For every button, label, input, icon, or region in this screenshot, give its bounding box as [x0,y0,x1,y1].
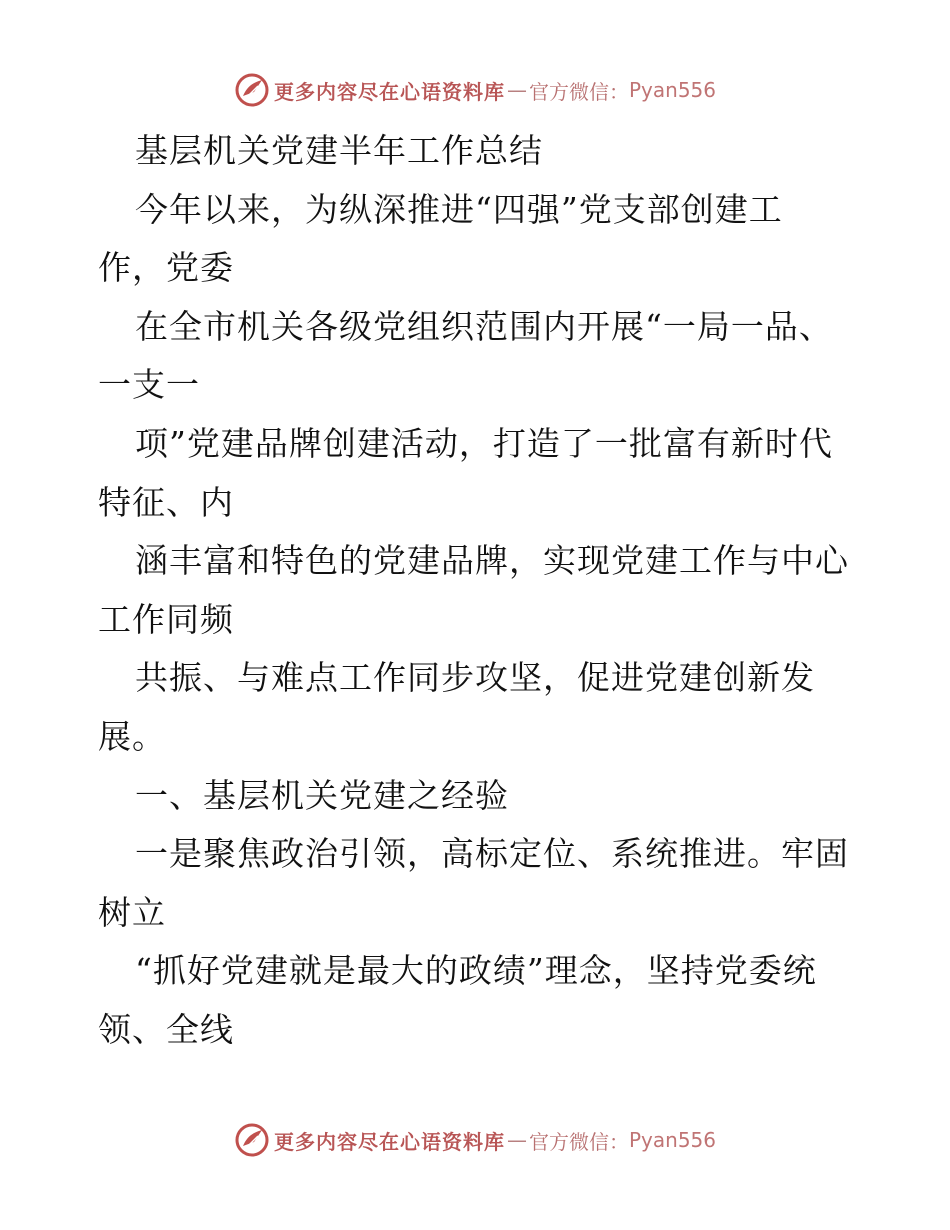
document-line: 展。 [98,716,166,756]
watermark-dash: — [506,1128,527,1152]
document-line: 共振、与难点工作同步攻坚，促进党建创新发 [135,658,815,698]
brand-logo-icon [234,72,270,108]
document-line: 一支一 [98,365,200,405]
watermark-brand: 更多内容尽在心语资料库 [273,79,505,104]
document-line: 一、基层机关党建之经验 [135,775,509,815]
document-line: 特征、内 [98,482,234,522]
document-line: 工作同频 [98,599,234,639]
header-watermark [0,70,950,110]
document-body [98,122,868,1060]
document-line: 基层机关党建半年工作总结 [135,131,543,170]
watermark-wechat-id: Pyan556 [628,1128,716,1152]
document-line: 一是聚焦政治引领，高标定位、系统推进。牢固 [135,834,849,874]
document-line: 项”党建品牌创建活动，打造了一批富有新时代 [135,423,833,463]
document-line: 树立 [98,892,166,932]
document-line: 领、全线 [98,1009,234,1049]
watermark-dash: — [506,78,527,102]
document-line: 涵丰富和特色的党建品牌，实现党建工作与中心 [135,541,849,581]
watermark-brand: 更多内容尽在心语资料库 [273,1129,505,1154]
watermark-label: 官方微信： [528,79,629,104]
document-line: “抓好党建就是最大的政绩”理念，坚持党委统 [135,951,817,991]
document-line: 今年以来，为纵深推进“四强”党支部创建工 [135,189,783,229]
document-line: 作，党委 [98,248,234,288]
watermark-wechat-id: Pyan556 [628,78,716,102]
document-line: 在全市机关各级党组织范围内开展“一局一品、 [135,306,833,346]
brand-logo-icon [234,1122,270,1158]
footer-watermark [0,1120,950,1160]
watermark-label: 官方微信： [528,1129,629,1154]
